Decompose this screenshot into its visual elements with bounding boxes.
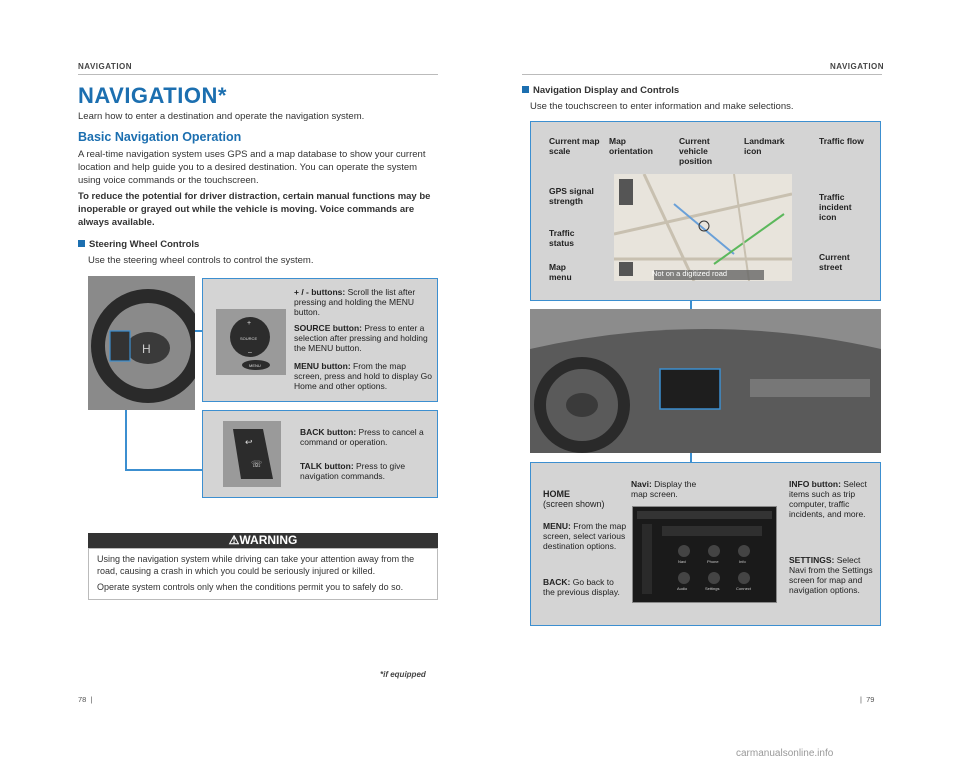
intro-text: Learn how to enter a destination and operate the navigation system. xyxy=(78,111,365,122)
label-navi: Navi: Display the map screen. xyxy=(631,479,697,499)
map-screen xyxy=(614,174,792,281)
label-traffic-incident: Traffic incident icon xyxy=(819,192,852,222)
menu-controls-illustration xyxy=(216,309,286,375)
connector-line xyxy=(125,410,127,470)
label-landmark-icon: Landmark icon xyxy=(744,136,785,156)
square-bullet-icon xyxy=(522,86,529,93)
talk-label: TALK button: Press to give navigation commands. xyxy=(300,461,406,481)
right-header: NAVIGATION xyxy=(830,62,885,71)
menu-controls-panel xyxy=(202,278,438,402)
warning-text-1: Using the navigation system while driving can take your attention away from the road, causing a crash in which you could be seriously injured or killed. xyxy=(97,554,415,576)
source-label: SOURCE button: Press to enter a selection after pressing and holding the MENU button. xyxy=(294,323,428,353)
warning-text-2: Operate system controls only when the conditions permit you to safely do so. xyxy=(97,582,404,592)
screen-button-connect[interactable]: Connect xyxy=(736,586,751,591)
label-map-scale: Current map scale xyxy=(549,136,600,156)
talk-controls-panel xyxy=(202,410,438,498)
label-map-orientation: Map orientation xyxy=(609,136,653,156)
label-settings: SETTINGS: Select Navi from the Settings screen for map and navigation options. xyxy=(789,555,873,595)
connector-line xyxy=(125,469,203,471)
steering-wheel-photo xyxy=(88,276,195,410)
watermark: carmanualsonline.info xyxy=(736,748,834,759)
right-page-number: | 79 xyxy=(860,695,875,704)
svg-text:–: – xyxy=(248,349,252,356)
label-current-street: Current street xyxy=(819,252,850,272)
svg-text:SOURCE: SOURCE xyxy=(240,336,258,341)
screen-button-settings[interactable]: Settings xyxy=(705,586,720,591)
screen-button-navi[interactable]: Navi xyxy=(678,559,687,564)
dashboard-photo xyxy=(530,309,881,453)
svg-text:☏: ☏ xyxy=(251,459,263,469)
menu-label: MENU button: From the map screen, press and hold to display Go Home and other options. xyxy=(294,361,432,391)
label-gps-signal: GPS signal strength xyxy=(549,186,594,206)
svg-text:↩: ↩ xyxy=(245,437,253,447)
label-home: HOME (screen shown) xyxy=(543,489,605,509)
svg-text:MENU: MENU xyxy=(249,363,261,368)
talk-controls-illustration xyxy=(223,421,281,487)
square-bullet-icon xyxy=(78,240,85,247)
map-status-text: Not on a digitized road xyxy=(652,269,728,278)
label-info: INFO button: Select items such as trip computer, traffic incidents, and more. xyxy=(789,479,867,519)
paragraph-1: A real-time navigation system uses GPS and a map database to show your current location and help guide you to a desired destination. You can operate the system using voice commands or the touchscreen. xyxy=(78,149,426,186)
left-page-number: 78 | xyxy=(78,695,93,704)
section-title: Basic Navigation Operation xyxy=(78,130,242,144)
screen-button-audio[interactable]: Audio xyxy=(677,586,688,591)
label-traffic-status: Traffic status xyxy=(549,228,575,248)
screen-button-phone[interactable]: Phone xyxy=(707,559,719,564)
left-header: NAVIGATION xyxy=(78,62,133,71)
right-section-title: Navigation Display and Controls xyxy=(522,85,679,96)
page-title: NAVIGATION* xyxy=(78,83,227,108)
back-label: BACK button: Press to cancel a command or operation. xyxy=(300,427,424,447)
plus-minus-label: + / - buttons: Scroll the list after pressing and holding the MENU button. xyxy=(294,287,416,317)
subsection-text: Use the steering wheel controls to control the system. xyxy=(88,255,314,266)
warning-header: ⚠WARNING xyxy=(88,533,438,548)
footnote: *if equipped xyxy=(380,670,426,679)
warning-triangle-icon: ⚠ xyxy=(228,533,240,547)
svg-text:+: + xyxy=(247,320,252,327)
steering-wheel-illustration xyxy=(88,276,195,410)
map-display-panel xyxy=(530,121,881,301)
label-menu: MENU: From the map screen, select various destination options. xyxy=(543,521,627,551)
left-header-rule xyxy=(78,74,438,75)
screen-button-info[interactable]: Info xyxy=(739,559,746,564)
label-back: BACK: Go back to the previous display. xyxy=(543,577,620,597)
home-screen-panel xyxy=(530,462,881,626)
label-traffic-flow: Traffic flow xyxy=(819,136,864,146)
subsection-title: Steering Wheel Controls xyxy=(78,239,199,250)
warning-box xyxy=(88,548,438,600)
paragraph-2: To reduce the potential for driver distraction, certain manual functions may be inoperable or grayed out while the vehicle is moving. Voice commands are always available. xyxy=(78,191,431,228)
right-section-text: Use the touchscreen to enter information and make selections. xyxy=(530,101,794,112)
right-header-rule xyxy=(522,74,882,75)
dashboard-illustration xyxy=(530,309,881,453)
label-vehicle-position: Current vehicle position xyxy=(679,136,713,166)
svg-text:H: H xyxy=(142,342,151,356)
label-map-menu: Map menu xyxy=(549,262,572,282)
